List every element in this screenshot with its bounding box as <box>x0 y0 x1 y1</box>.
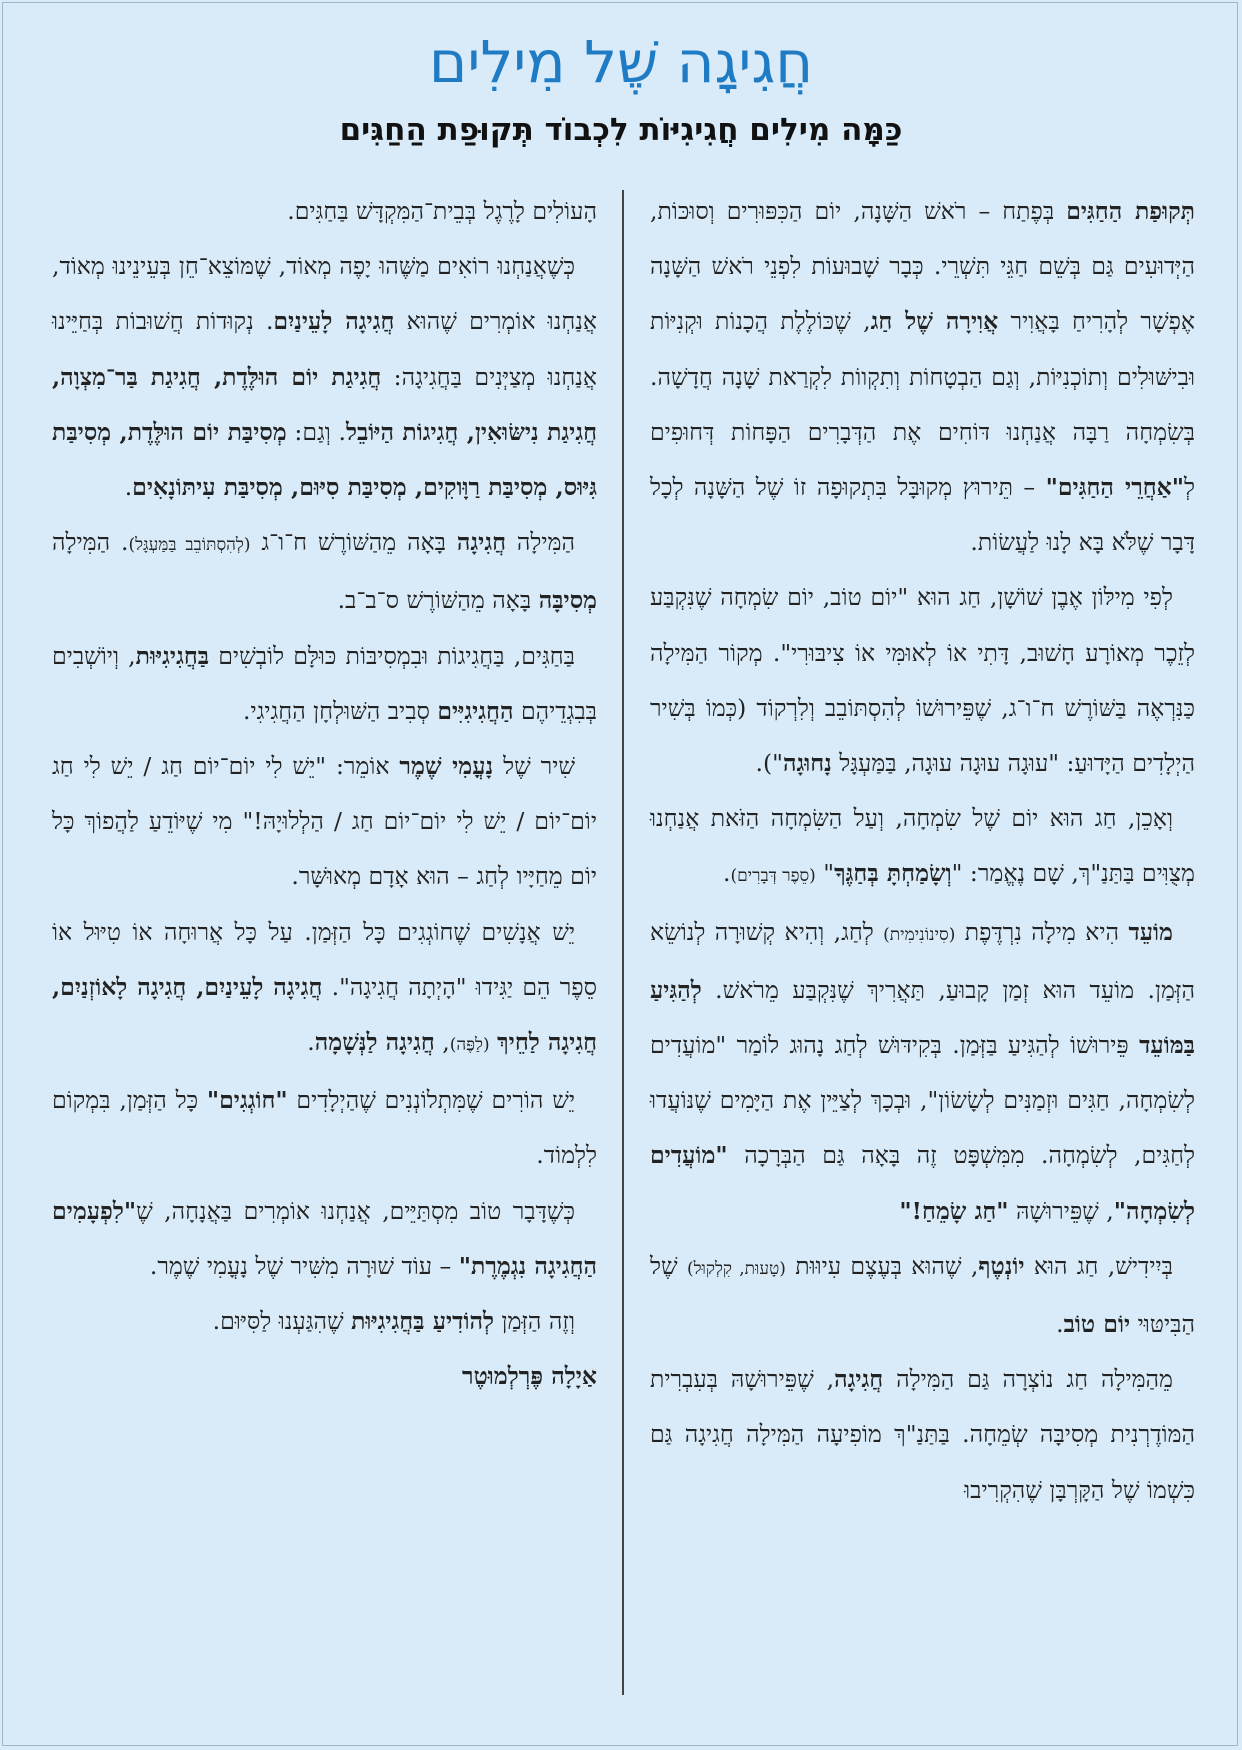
text-run: , <box>434 1028 450 1057</box>
small-note: (סֵפֶר דְּבָרִים) <box>730 866 816 887</box>
text-run: שֶׁהִגַּעְנוּ לַסִּיּוּם. <box>212 1307 352 1336</box>
text-run: וְזֶה הַזְּמַן <box>493 1307 575 1336</box>
bold-phrase: נָעֳמִי שֶׁמֶר <box>399 752 494 781</box>
bold-phrase: בַּחֲגִיגִיּוּת <box>135 641 210 670</box>
text-run: , שֶׁהוּא בְּעֶצֶם עִיוּוּת <box>785 1251 979 1280</box>
text-run: . <box>722 859 731 888</box>
bold-phrase: חֲגִיגָה לַנְּשָׁמָה <box>314 1028 435 1057</box>
text-run: לְפִי מִילּוֹן אֶבֶן שׁוֹשָׁן, חַג הוּא "יוֹם טוֹב, יוֹם שִׂמְחָה שֶׁנִּקְבַּע לְזֵכֶר מְאוֹרָע חָשׁוּב, דָּתִי אוֹ לְאוּמִּי אוֹ צִיבּוּרִי". מְקוֹר הַמִּילָה כַּנִּרְאֶה בַּשּׁוֹרֶשׁ ח־ו־ג, שֶׁפֵּירוּשׁוֹ לְהִסְתּוֹבֵב וְלִרְקוֹד (כְּמוֹ בְּשִׁיר הַיְלָדִים הַיָּדוּעַ: "עוּגָה עוּגָה עוּגָה, בַּמַּעְגָּל <box>650 583 1195 778</box>
text-run: "). <box>755 749 783 778</box>
text-run: כְּשֶׁדָּבָר טוֹב מִסְתַּיֵּים, אֲנַחְנוּ אוֹמְרִים בַּאֲנָחָה, שֶׁ <box>136 1196 575 1225</box>
text-run: יֵשׁ הוֹרִים שֶׁמִּתְלוֹנְנִים שֶׁהַיְלָדִים <box>287 1086 575 1115</box>
text-run: , שֶׁכּוֹלֶלֶת הֲכָנוֹת וּקְנִיּוֹת וּבִישּׁוּלִים וְתוֹכְנִיּוֹת, וְגַם הַבְטָחוֹת וְתִקְווֹת לִקְרַאת שָׁנָה חֲדָשָׁה. בְּשִׂמְחָה רַבָּה אֲנַחְנוּ דּוֹחִים אֶת הַדְּבָרִים הַפָּחוֹת דְּחוּפִים לְ <box>650 307 1195 502</box>
page-title: חֲגִיגָה שֶׁל מִילִים <box>428 28 814 96</box>
paragraph <box>650 184 1195 570</box>
text-run <box>490 1028 497 1056</box>
bold-phrase: יוֹנְטֶף <box>978 1251 1025 1280</box>
paragraph <box>52 1073 597 1183</box>
paragraph <box>52 905 597 1074</box>
paragraph <box>52 515 597 628</box>
column-divider <box>622 190 624 1695</box>
bold-phrase: "חַג שָׂמֵחַ!" <box>899 1196 1009 1225</box>
text-run: שִׁיר שֶׁל <box>493 752 575 781</box>
text-run: הַמִּילָה <box>506 528 575 557</box>
bold-phrase: חֲגִיגַת יוֹם הוּלֶּדֶת, חֲגִיגַת בַּר־מִצְוָה, חֲגִיגַת נִישּׂוּאִין, חֲגִיגוֹת הַיּוֹבֵל <box>52 362 597 446</box>
bold-phrase: נָחוּגָה <box>782 749 832 778</box>
bold-phrase: אֲוִירָה שֶׁל חַג <box>870 307 999 336</box>
paragraph <box>52 1184 597 1294</box>
small-note: (סִינוֹנִימִית) <box>883 924 956 945</box>
bold-phrase: מְסִיבָּה <box>538 586 597 615</box>
bold-phrase: לְהַגִּיעַ בַּמּוֹעֵד <box>650 975 1195 1060</box>
paragraph <box>52 629 597 739</box>
small-note: (טָעוּת, קִלְקוּל) <box>686 1258 786 1279</box>
paragraph <box>52 239 597 515</box>
bold-phrase: תְּקוּפַת הַחַגִּים <box>1066 197 1195 225</box>
page-subtitle: כַּמָּה מִילִים חֲגִיגִיּוֹת לִכְבוֹד תְּקוּפַת הַחַגִּים <box>339 112 903 148</box>
paragraph <box>52 184 597 239</box>
small-note: (לְהִסְתּוֹבֵב בַּמַּעְגָּל) <box>128 535 251 556</box>
paragraph <box>650 791 1195 904</box>
text-run: וְאָכֵן, חַג הוּא יוֹם שֶׁל שִׂמְחָה, וְעַל הַשִּׂמְחָה הַזֹּאת אֲנַחְנוּ מְצֻוִּים בַּתַּנַ"ךְ, שָׁם נֶאֱמַר: " <box>650 804 1195 888</box>
bold-phrase: "אַחֲרֵי הַחַגִּים" <box>1045 473 1184 502</box>
text-run: " <box>815 859 835 888</box>
article-column-right <box>650 184 1195 1518</box>
bold-phrase: וְשָׂמַחְתָּ בְּחַגֶּךָ <box>834 859 952 888</box>
text-run: . <box>124 473 133 502</box>
text-run: כְּשֶׁאֲנַחְנוּ רוֹאִים מַשֶּׁהוּ יָפֶה מְאוֹד, שֶׁמּוֹצֵא־חֵן בְּעֵינֵינוּ מְאוֹד, אֲנַחְנוּ אוֹמְרִים שֶׁהוּא <box>52 252 597 336</box>
text-run: , שֶׁפֵּירוּשָׁהּ בְּעִבְרִית הַמּוֹדֶרְנִית מְסִיבָּה שְׂמֵחָה. בַּתַּנַ"ךְ מוֹפִיעָה הַמִּילָה חֲגִיגָה גַּם כִּשְׁמוֹ שֶׁל הַקָּרְבָּן שֶׁהִקְרִיבוּ <box>650 1365 1195 1504</box>
text-run: בָּאָה מֵהַשּׁוֹרֶשׁ ח־ו־ג <box>250 528 457 557</box>
text-run: יֵשׁ אֲנָשִׁים שֶׁחוֹגְגִים כָּל הַזְּמַן. עַל כָּל אֲרוּחָה אוֹ טִיּוּל אוֹ סֵפֶר הֵם יַגִּידוּ "הָיְתָה חֲגִיגָה". <box>52 917 597 1001</box>
text-run: מֵהַמִּילָה חַג נוֹצְרָה גַּם הַמִּילָה <box>883 1365 1173 1394</box>
article-column-left <box>52 184 597 1404</box>
text-run: הָעוֹלִים לָרֶגֶל בְּבֵית־הַמִּקְדָּשׁ בַּחַגִּים. <box>287 197 597 225</box>
text-run: . וְגַם: <box>286 417 346 446</box>
paragraph <box>52 739 597 905</box>
text-run: בְּיִידִישׁ, חַג הוּא <box>1024 1251 1174 1280</box>
text-run: בְּפֶתַח – רֹאשׁ הַשָּׁנָה, יוֹם הַכִּפּוּרִים וְסוּכּוֹת, הַיְּדוּעִים גַּם בְּשֵׁם חַגֵּי תִּשְׁרֵי. כְּבָר שָׁבוּעוֹת לִפְנֵי רֹאשׁ הַשָּׁנָה אֶפְשָׁר לְהָרִיחַ בָּאֲוִיר <box>650 197 1196 336</box>
author-signature: אַיָלָה פֶּרְלְמוּטֶר <box>462 1362 597 1391</box>
small-note: (לַפֶּה) <box>449 1035 490 1056</box>
bold-phrase: חֲגִיגָה <box>834 1365 884 1394</box>
paragraph <box>650 1239 1195 1352</box>
text-run: – תֵּירוּץ מְקוּבָּל בִּתְקוּפָה זוֹ שֶׁל הַשָּׁנָה לְכָל דָּבָר שֶׁלֹּא בָּא לָנוּ לַעֲשׂוֹת. <box>650 473 1195 557</box>
paragraph <box>650 570 1195 791</box>
text-run: פֵּירוּשׁוֹ לְהַגִּיעַ בַּזְּמַן. בְּקִידּוּשׁ לְחַג נָהוּג לוֹמַר "מוֹעֲדִים לְשִׂמְחָה, חַגִּים וּזְמַנִּים לְשָׂשׂוֹן", וּבְכָךְ לְצַיֵּין אֶת הַיָּמִים שֶׁנּוֹעֲדוּ לְחַגִּים, לְשִׂמְחָה. מִמִּשְׁפָּט זֶה בָּאָה גַּם הַבְּרָכָה <box>650 1031 1195 1170</box>
bold-phrase: מוֹעֵד <box>1128 917 1173 946</box>
bold-phrase: "חוֹגְגִים" <box>206 1086 288 1115</box>
text-run: הִיא מִילָה נִרְדֶּפֶת <box>955 917 1129 946</box>
bold-phrase: לְהוֹדִיעַ בַּחֲגִיגִיּוּת <box>351 1307 494 1336</box>
bold-phrase: "מוֹעֲדִים לְשִׂמְחָה" <box>650 1141 1195 1225</box>
bold-phrase: חֲגִיגָה לָעֵינַיִם, חֲגִיגָה לָאוֹזְנַיִם, חֲגִיגָה לַחֵיךְ <box>52 972 597 1057</box>
text-run: לְחַג, וְהִיא קְשׁוּרָה לְנוֹשֵׂא הַזְּמַן. מוֹעֵד הוּא זְמַן קָבוּעַ, תַּאֲרִיךְ שֶׁנִּקְבַּע מֵרֹאשׁ. <box>650 917 1195 1004</box>
bold-phrase: מְסִיבַּת יוֹם הוּלֶּדֶת, מְסִיבַּת גִּיּוּס, מְסִיבַּת רַוָּוקִים, מְסִיבַּת סִיּוּם, מְסִיבַּת עִיתּוֹנָאִים <box>52 417 597 502</box>
text-run: בַּחַגִּים, בַּחֲגִיגוֹת וּבִמְסִיבּוֹת כּוּלָּם לוֹבְשִׁים <box>209 641 576 670</box>
text-run: כָּל הַזְּמַן, בִּמְקוֹם לִלְמוֹד. <box>52 1086 597 1170</box>
text-run: , שֶׁפֵּירוּשָׁהּ <box>1008 1196 1114 1225</box>
paragraph <box>52 1294 597 1349</box>
text-run: . נְקוּדוֹת חֲשׁוּבוֹת בְּחַיֵּינוּ אֲנַחְנוּ מְצַיְּנִים בַּחֲגִיגָה: <box>52 307 597 391</box>
text-run: . <box>1056 1310 1064 1339</box>
text-run: , וְיוֹשְׁבִים בְּבִגְדֵיהֶם <box>52 641 597 725</box>
bold-phrase: חֲגִיגָה לָעֵינַיִם <box>273 307 395 336</box>
text-run: אוֹמֵר: "יֵשׁ לִי יוֹם־יוֹם חַג / יֵשׁ לִי חַג יוֹם־יוֹם / יֵשׁ לִי יוֹם־יוֹם חַג / הַלְלוּיָהּ!" מִי שֶׁיּוֹדֵעַ לַהֲפוֹךְ כָּל יוֹם מֵחַיָּיו לְחַג – הוּא אָדָם מְאוּשָּׁר. <box>52 752 597 891</box>
paragraph <box>650 1352 1195 1518</box>
bold-phrase: חֲגִיגָה <box>456 528 506 557</box>
text-run: . הַמִּילָה <box>52 528 129 557</box>
text-run: בָּאָה מֵהַשּׁוֹרֶשׁ ס־ב־ב. <box>337 586 539 615</box>
bold-phrase: "לִפְעָמִים הַחֲגִיגָה נִגְמֶרֶת" <box>52 1196 597 1280</box>
paragraph <box>650 905 1195 1239</box>
bold-phrase: יוֹם טוֹב <box>1063 1310 1131 1339</box>
text-run: סְבִיב הַשּׁוּלְחָן הַחֲגִיגִי. <box>242 696 438 725</box>
text-run: – עוֹד שׁוּרָה מִשִּׁיר שֶׁל נָעֳמִי שֶׁמֶר. <box>149 1251 459 1280</box>
text-run: שֶׁל הַבִּיטּוּי <box>650 1251 1195 1339</box>
bold-phrase: הַחֲגִיגִיִּים <box>437 696 514 725</box>
text-run: . <box>307 1028 315 1057</box>
